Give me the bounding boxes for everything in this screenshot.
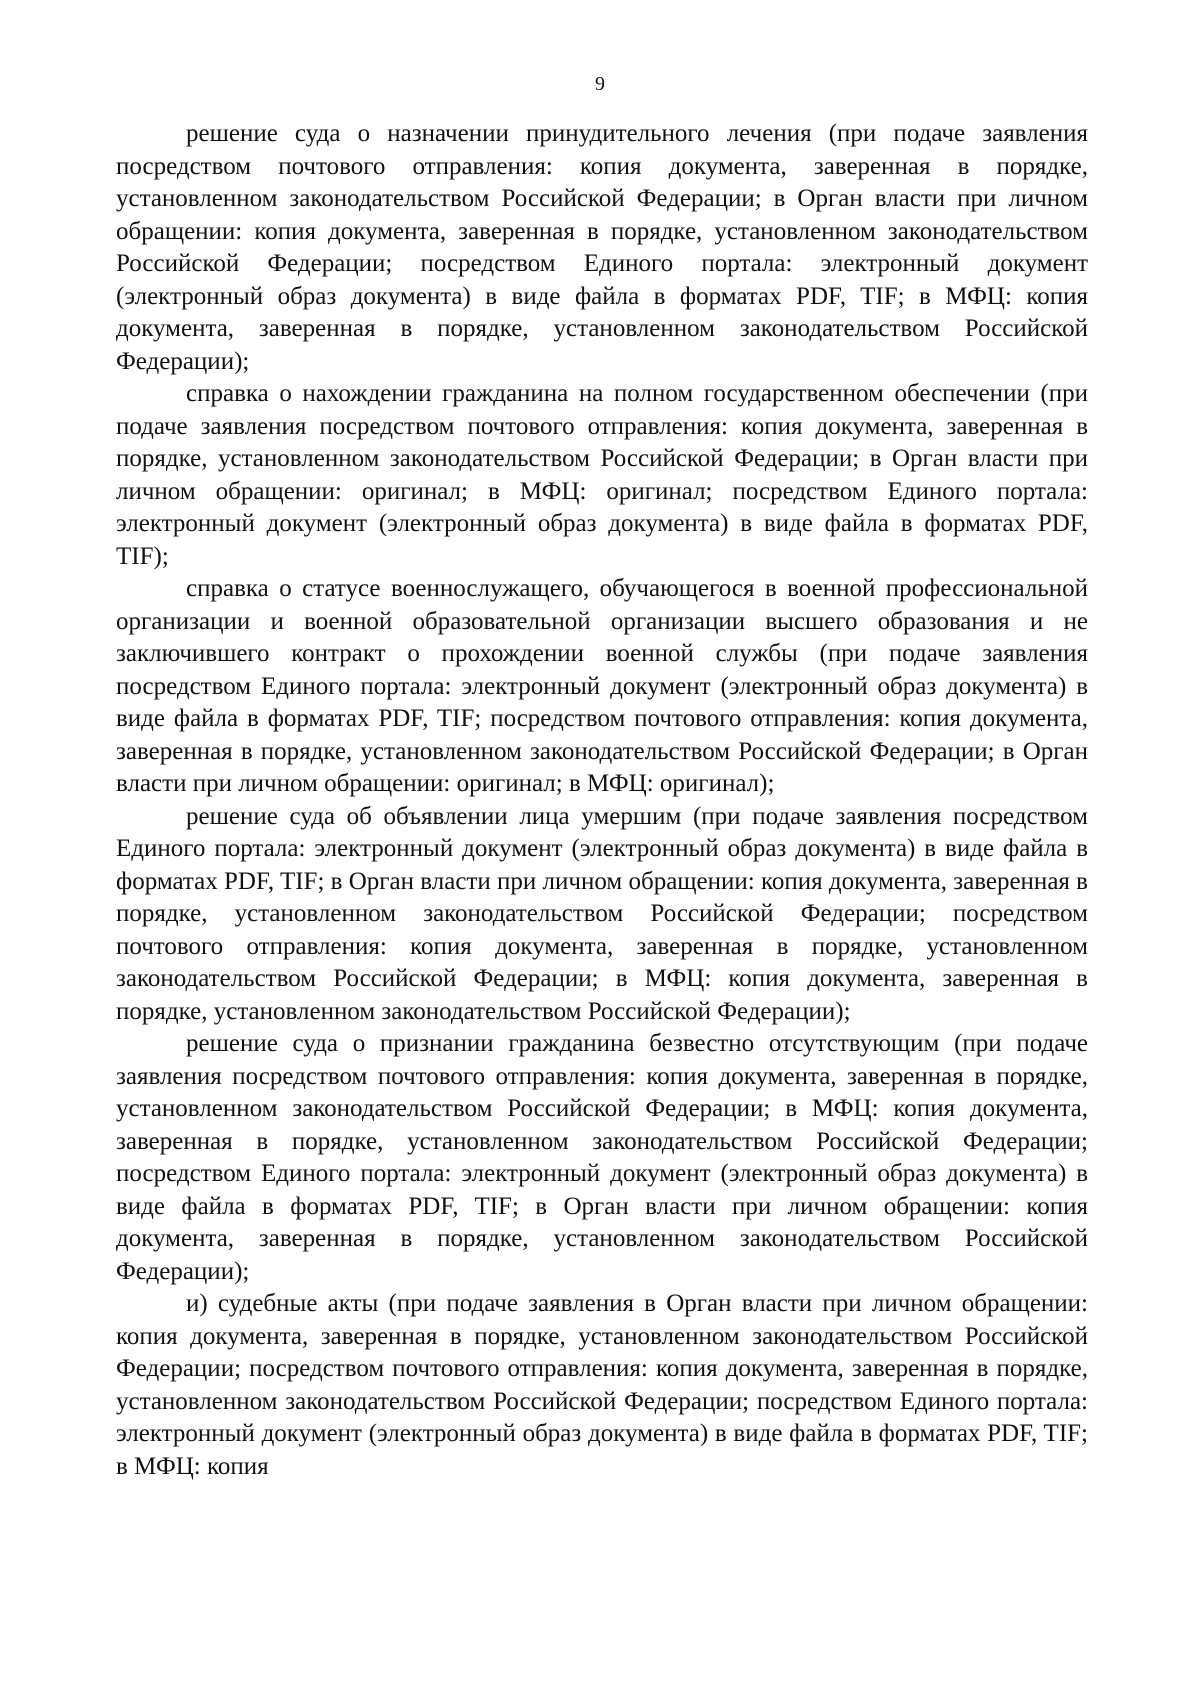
paragraph-court-acts: и) судебные акты (при подаче заявления в Орган власти при личном обращении: копия документа, заверенная в порядке, установленном законодательством Российской Федерации; посредством почтового отправления: копия документа, заверенная в порядке, установленном законодательством Российской Федерации; посредством Единого портала: электронный документ (электронный образ документа) в виде файла в форматах PDF, TIF; в МФЦ: копия: [116, 1290, 1088, 1480]
paragraph-military-student-status-certificate: справка о статусе военнослужащего, обучающегося в военной профессиональной организации и военной образовательной организации высшего образования и не заключившего контракт о прохождении военной службы (при подаче заявления посредством Единого портала: электронный документ (электронный образ документа) в виде файла в форматах PDF, TIF; посредством почтового отправления: копия документа, заверенная в порядке, установленном законодательством Российской Федерации; в Орган власти при личном обращении: оригинал; в МФЦ: оригинал);: [116, 575, 1088, 797]
paragraph-court-decision-declared-dead: решение суда об объявлении лица умершим (при подаче заявления посредством Единого портала: электронный документ (электронный образ документа) в виде файла в форматах PDF, TIF; в Орган власти при личном обращении: копия документа, заверенная в порядке, установленном законодательством Российской Федерации; посредством почтового отправления: копия документа, заверенная в порядке, установленном законодательством Российской Федерации; в МФЦ: копия документа, заверенная в порядке, установленном законодательством Российской Федерации);: [116, 802, 1088, 1025]
paragraph-state-support-certificate: справка о нахождении гражданина на полном государственном обеспечении (при подаче заявления посредством почтового отправления: копия документа, заверенная в порядке, установленном законодательством Российской Федерации; в Орган власти при личном обращении: оригинал; в МФЦ: оригинал; посредством Единого портала: электронный документ (электронный образ документа) в виде файла в форматах PDF, TIF);: [116, 380, 1088, 570]
paragraph-court-decision-compulsory-treatment: решение суда о назначении принудительного лечения (при подаче заявления посредством почтового отправления: копия документа, заверенная в порядке, установленном законодательством Российской Федерации; в Орган власти при личном обращении: копия документа, заверенная в порядке, установленном законодательством Российской Федерации; посредством Единого портала: электронный документ (электронный образ документа) в виде файла в форматах PDF, TIF; в МФЦ: копия документа, заверенная в порядке, установленном законодательством Российской Федерации);: [116, 120, 1088, 375]
page-number: 9: [595, 73, 605, 95]
document-body: [116, 118, 1088, 1483]
paragraph-court-decision-missing-person: решение суда о признании гражданина безвестно отсутствующим (при подаче заявления посредством почтового отправления: копия документа, заверенная в порядке, установленном законодательством Российской Федерации; в МФЦ: копия документа, заверенная в порядке, установленном законодательством Российской Федерации; посредством Единого портала: электронный документ (электронный образ документа) в виде файла в форматах PDF, TIF; в Орган власти при личном обращении: копия документа, заверенная в порядке, установленном законодательством Российской Федерации);: [116, 1030, 1088, 1285]
